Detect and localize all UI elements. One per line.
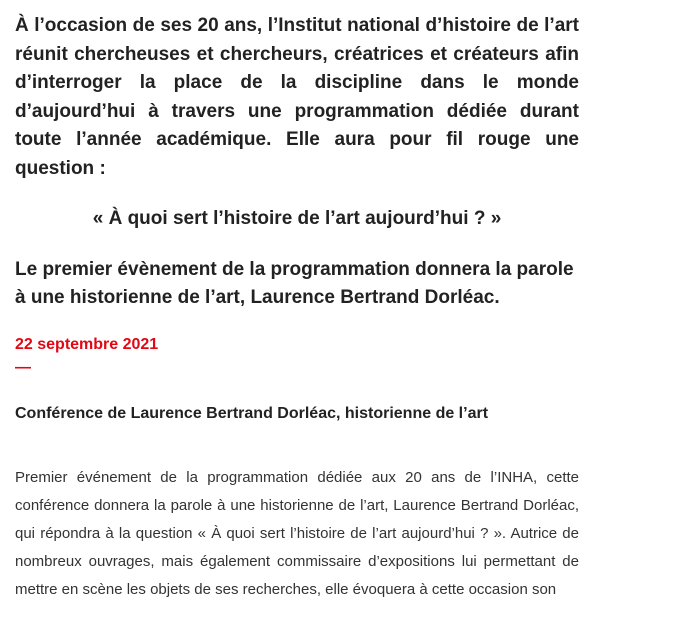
intro-paragraph: À l’occasion de ses 20 ans, l’Institut national d’histoire de l’art réunit chercheuses et chercheurs, créatrices et créateurs afin d’interroger la place de la discipline dans le monde d’aujourd’hui à travers une programmation dédiée durant toute l’année académique. Elle aura pour fil rouge une question :	[15, 15, 579, 179]
lead-paragraph: Le premier évènement de la programmation donnera la parole à une historienne de l’art, Laurence Bertrand Dorléac.	[15, 258, 574, 308]
event-description: Premier événement de la programmation dédiée aux 20 ans de l’INHA, cette conférence donnera la parole à une historienne de l’art, Laurence Bertrand Dorléac, qui répondra à la question « À quoi sert l’histoire de l’art aujourd’hui ? ». Autrice de nombreux ouvrages, mais également commissaire d’expositions lui permettant de mettre en scène les objets de ses recherches, elle évoquera à cette occasion son	[15, 468, 579, 598]
date-separator: —	[15, 358, 31, 376]
question-quote: « À quoi sert l’histoire de l’art aujourd’hui ? »	[92, 208, 502, 229]
event-date: 22 septembre 2021	[15, 335, 159, 353]
event-title: Conférence de Laurence Bertrand Dorléac, historienne de l’art	[15, 404, 489, 422]
article	[15, 0, 579, 604]
